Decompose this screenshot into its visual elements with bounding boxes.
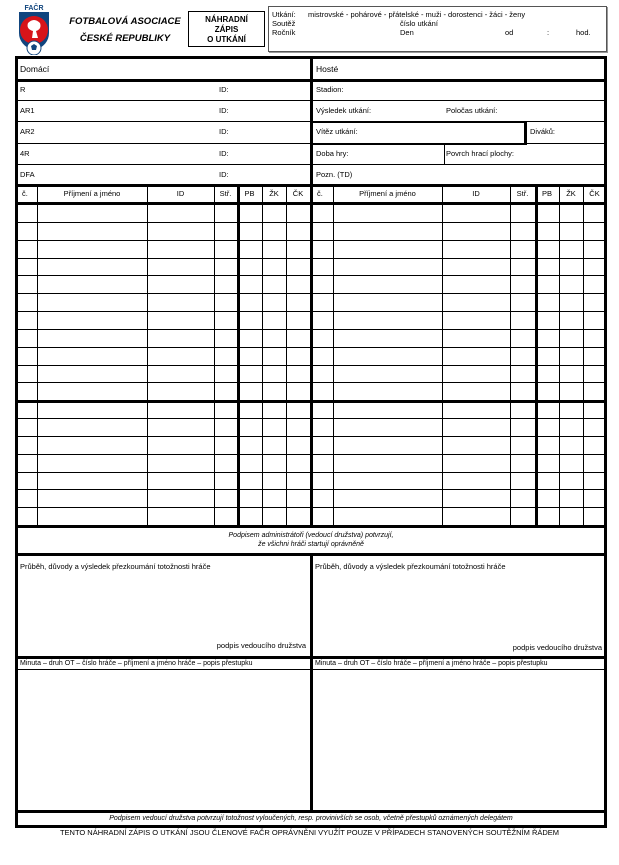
player-row-away[interactable] (313, 472, 606, 490)
offenses-title-away: Minuta – druh OT – číslo hráče – příjmení a jméno hráče – popis přestupku (315, 660, 548, 667)
column-header-id-home: ID (176, 189, 185, 198)
column-header-yellow-card-home: ŽK (269, 189, 279, 198)
player-row-home[interactable] (18, 400, 310, 418)
player-row-away[interactable] (313, 347, 606, 365)
soutez-label: Soutěž (272, 19, 296, 28)
match-types[interactable]: mistrovské - pohárové - přátelské - muži - dorostenci - žáci - ženy (308, 10, 526, 19)
official-id-ar2: ID: (219, 127, 229, 136)
den-label: Den (400, 28, 414, 37)
player-row-home[interactable] (18, 204, 310, 222)
official-role-dfa: DFA (20, 170, 35, 179)
column-header-yellow-card-away: ŽK (566, 189, 576, 198)
attestation-line2: že všichni hráči startují oprávněně (258, 541, 364, 548)
form-title-line3: O UTKÁNÍ (207, 35, 246, 44)
column-header-red-card-home: ČK (292, 189, 304, 198)
signature-label-away: podpis vedoucího družstva (512, 643, 602, 652)
divider (444, 143, 445, 164)
organization-name (60, 13, 190, 47)
identity-check-title-home: Průběh, důvody a výsledek přezkoumání totožnosti hráče (20, 562, 211, 571)
player-row-away[interactable] (313, 436, 606, 454)
column-header-name-home: Příjmení a jméno (63, 189, 121, 198)
player-row-away[interactable] (313, 418, 606, 436)
footer-note: TENTO NÁHRADNÍ ZÁPIS O UTKÁNÍ JSOU ČLENOVÉ FAČR OPRÁVNĚNI VYUŽÍT POUZE V PŘÍPADECH STANOVENÝCH SOUTĚŽNÍM ŘÁDEM (59, 828, 560, 837)
home-team-label: Domácí (20, 64, 50, 74)
organization-line2: ČESKÉ REPUBLIKY (79, 33, 171, 44)
column-header-position-home: Stř. (219, 189, 232, 198)
od-label: od (505, 28, 514, 37)
player-row-away[interactable] (313, 222, 606, 240)
away-team-label: Hosté (316, 64, 339, 74)
rocnik-label: Ročník (272, 28, 296, 37)
player-row-away[interactable] (313, 400, 606, 418)
player-row-away[interactable] (313, 240, 606, 258)
player-row-home[interactable] (18, 436, 310, 454)
player-row-away[interactable] (313, 489, 606, 507)
official-id-dfa: ID: (219, 170, 229, 179)
column-header-number-away: č. (317, 189, 323, 198)
player-row-home[interactable] (18, 329, 310, 347)
player-row-away[interactable] (313, 258, 606, 276)
player-row-home[interactable] (18, 418, 310, 436)
facr-crest-icon (14, 3, 54, 55)
form-title (188, 11, 265, 47)
player-row-home[interactable] (18, 489, 310, 507)
polocas-label: Poločas utkání: (446, 106, 498, 115)
offenses-field-away[interactable] (314, 670, 606, 809)
form-title-line2: ZÁPIS (214, 25, 239, 34)
player-row-home[interactable] (18, 275, 310, 293)
official-id-4r: ID: (219, 149, 229, 158)
player-row-home[interactable] (18, 258, 310, 276)
player-row-away[interactable] (313, 275, 606, 293)
player-row-away[interactable] (313, 293, 606, 311)
player-row-home[interactable] (18, 222, 310, 240)
player-row-away[interactable] (313, 382, 606, 400)
player-row-home[interactable] (18, 382, 310, 400)
player-row-away[interactable] (313, 311, 606, 329)
player-row-home[interactable] (18, 454, 310, 472)
identity-check-title-away: Průběh, důvody a výsledek přezkoumání totožnosti hráče (315, 562, 506, 571)
final-attestation: Podpisem vedoucí družstva potvrzují totožnost vyloučených, resp. provinivších se osob, včetně přestupků oznámených delegátem (109, 815, 513, 822)
divider (310, 184, 313, 525)
divider (310, 553, 313, 810)
official-r-id-field[interactable] (238, 81, 308, 99)
offenses-field-home[interactable] (18, 670, 311, 809)
column-header-id-away: ID (472, 189, 480, 198)
doba-hry-label: Doba hry: (316, 149, 349, 158)
player-row-home[interactable] (18, 293, 310, 311)
official-role-4r: 4R (20, 149, 30, 158)
official-role-ar2: AR2 (20, 127, 35, 136)
attestation-text (18, 531, 604, 549)
player-row-home[interactable] (18, 507, 310, 525)
column-header-name-away: Příjmení a jméno (359, 189, 416, 198)
divider (18, 810, 604, 813)
identity-check-field-away[interactable] (314, 571, 606, 641)
utkani-label: Utkání: (272, 10, 296, 19)
player-row-home[interactable] (18, 472, 310, 490)
divider (310, 59, 313, 184)
vitez-box[interactable] (313, 121, 527, 145)
match-info-box (268, 6, 607, 52)
official-id-ar1: ID: (219, 106, 229, 115)
hod-label: hod. (576, 28, 591, 37)
player-row-away[interactable] (313, 204, 606, 222)
offenses-title-home: Minuta – druh OT – číslo hráče – příjmení a jméno hráče – popis přestupku (20, 660, 253, 667)
attestation-line1: Podpisem administrátoři (vedoucí družstva) potvrzují, (228, 532, 394, 539)
divider (18, 525, 604, 528)
player-row-away[interactable] (313, 507, 606, 525)
column-header-position-away: Stř. (516, 189, 529, 198)
organization-line1: FOTBALOVÁ ASOCIACE (69, 16, 181, 27)
official-id-r: ID: (219, 85, 229, 94)
player-row-away[interactable] (313, 454, 606, 472)
player-row-home[interactable] (18, 311, 310, 329)
column-header-pb-away: PB (541, 189, 552, 198)
povrch-label: Povrch hrací plochy: (446, 149, 514, 158)
column-header-red-card-away: ČK (589, 189, 600, 198)
official-role-ar1: AR1 (20, 106, 35, 115)
player-row-home[interactable] (18, 240, 310, 258)
identity-check-field-home[interactable] (18, 571, 311, 641)
stadion-label: Stadion: (316, 85, 344, 94)
column-header-number-home: č. (22, 189, 28, 198)
divaku-label: Diváků: (530, 127, 556, 136)
cislo-utkani-label: číslo utkání (400, 19, 438, 28)
form-title-line1: NÁHRADNÍ (205, 15, 248, 24)
column-header-pb-home: PB (244, 189, 255, 198)
player-row-away[interactable] (313, 365, 606, 383)
signature-label-home: podpis vedoucího družstva (216, 641, 306, 650)
poznamka-label: Pozn. (TD) (316, 170, 353, 179)
svg-text:FAČR: FAČR (24, 5, 44, 12)
player-row-away[interactable] (313, 329, 606, 347)
facr-logo (14, 3, 54, 55)
vysledek-label: Výsledek utkání: (316, 106, 372, 115)
time-colon: : (547, 28, 550, 37)
player-row-home[interactable] (18, 365, 310, 383)
player-row-home[interactable] (18, 347, 310, 365)
official-role-r: R (20, 85, 26, 94)
vitez-label: Vítěz utkání: (316, 127, 358, 136)
match-report-form (15, 56, 607, 828)
